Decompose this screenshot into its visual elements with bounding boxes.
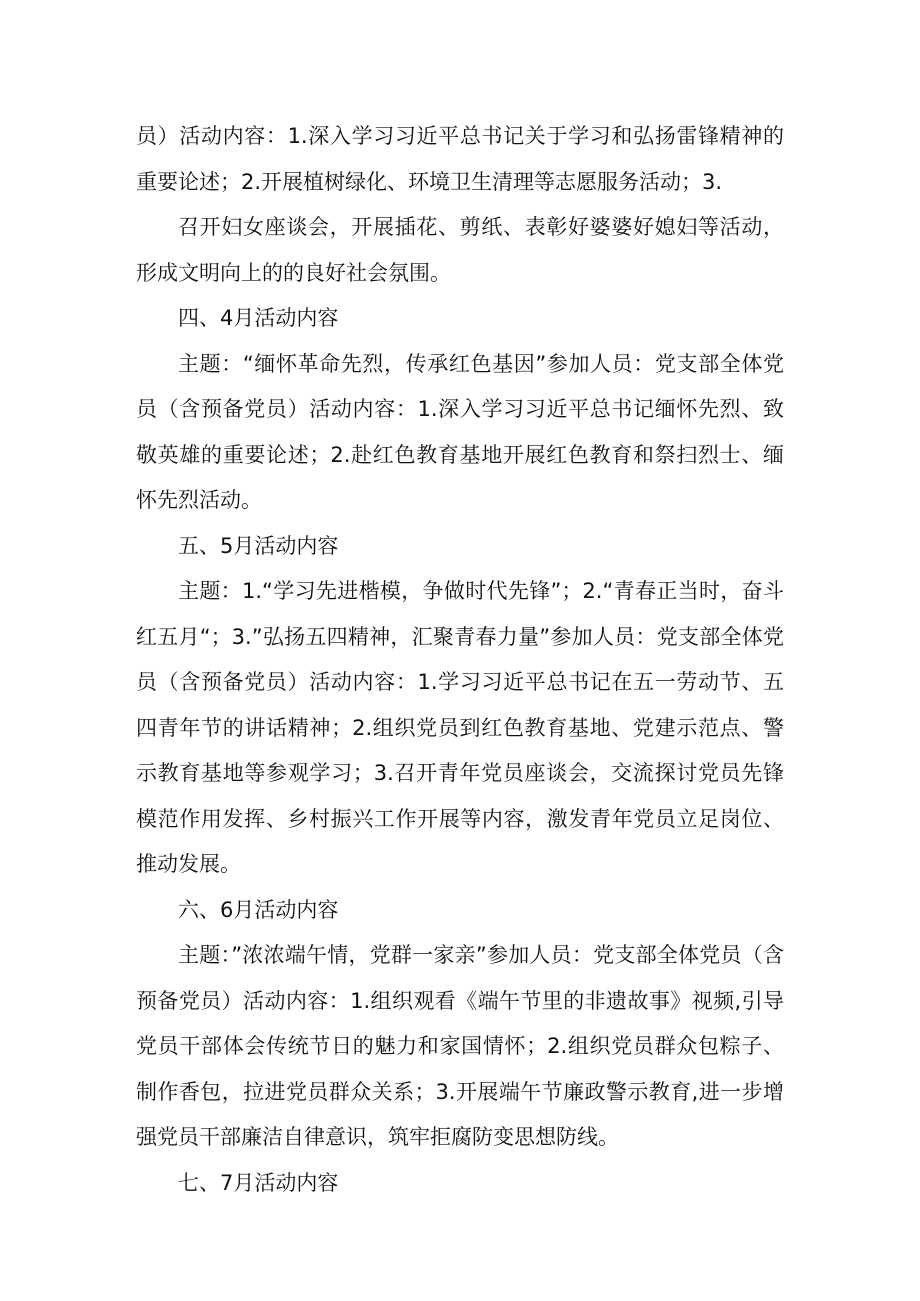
paragraph-continued: 员）活动内容：1.深入学习习近平总书记关于学习和弘扬雷锋精神的重要论述；2.开展植树绿化、环境卫生清理等志愿服务活动；3. [136,124,784,194]
heading-july-activities: 七、7月活动内容 [178,1170,339,1195]
heading-may-activities: 五、5月活动内容 [178,533,339,558]
paragraph-june-theme: 主题：”浓浓端午情，党群一家亲”参加人员：党支部全体党员（含预备党员）活动内容：1.组织观看《端午节里的非遗故事》视频,引导党员干部体会传统节日的魅力和家国情怀；2.组织党员群众包粽子、制作香包，拉进党员群众关系；3.开展端午节廉政警示教育,进一步增强党员干部廉洁自律意识，筑牢拒腐防变思想防线。 [136,943,784,1149]
heading-june-activities: 六、6月活动内容 [178,897,339,922]
paragraph-march-women-forum: 召开妇女座谈会，开展插花、剪纸、表彰好婆婆好媳妇等活动，形成文明向上的的良好社会氛围。 [136,215,784,285]
paragraph-april-theme: 主题：“缅怀革命先烈，传承红色基因”参加人员：党支部全体党员（含预备党员）活动内容：1.深入学习习近平总书记缅怀先烈、致敬英雄的重要论述；2.赴红色教育基地开展红色教育和祭扫烈士、缅怀先烈活动。 [136,351,784,512]
heading-april-activities: 四、4月活动内容 [178,306,339,330]
paragraph-may-theme: 主题：1.“学习先进楷模，争做时代先锋”；2.“青春正当时，奋斗红五月“；3.”弘扬五四精神，汇聚青春力量”参加人员：党支部全体党员（含预备党员）活动内容：1.学习习近平总书记在五一劳动节、五四青年节的讲话精神；2.组织党员到红色教育基地、党建示范点、警示教育基地等参观学习；3.召开青年党员座谈会，交流探讨党员先锋模范作用发挥、乡村振兴工作开展等内容，激发青年党员立足岗位、推动发展。 [136,579,784,876]
